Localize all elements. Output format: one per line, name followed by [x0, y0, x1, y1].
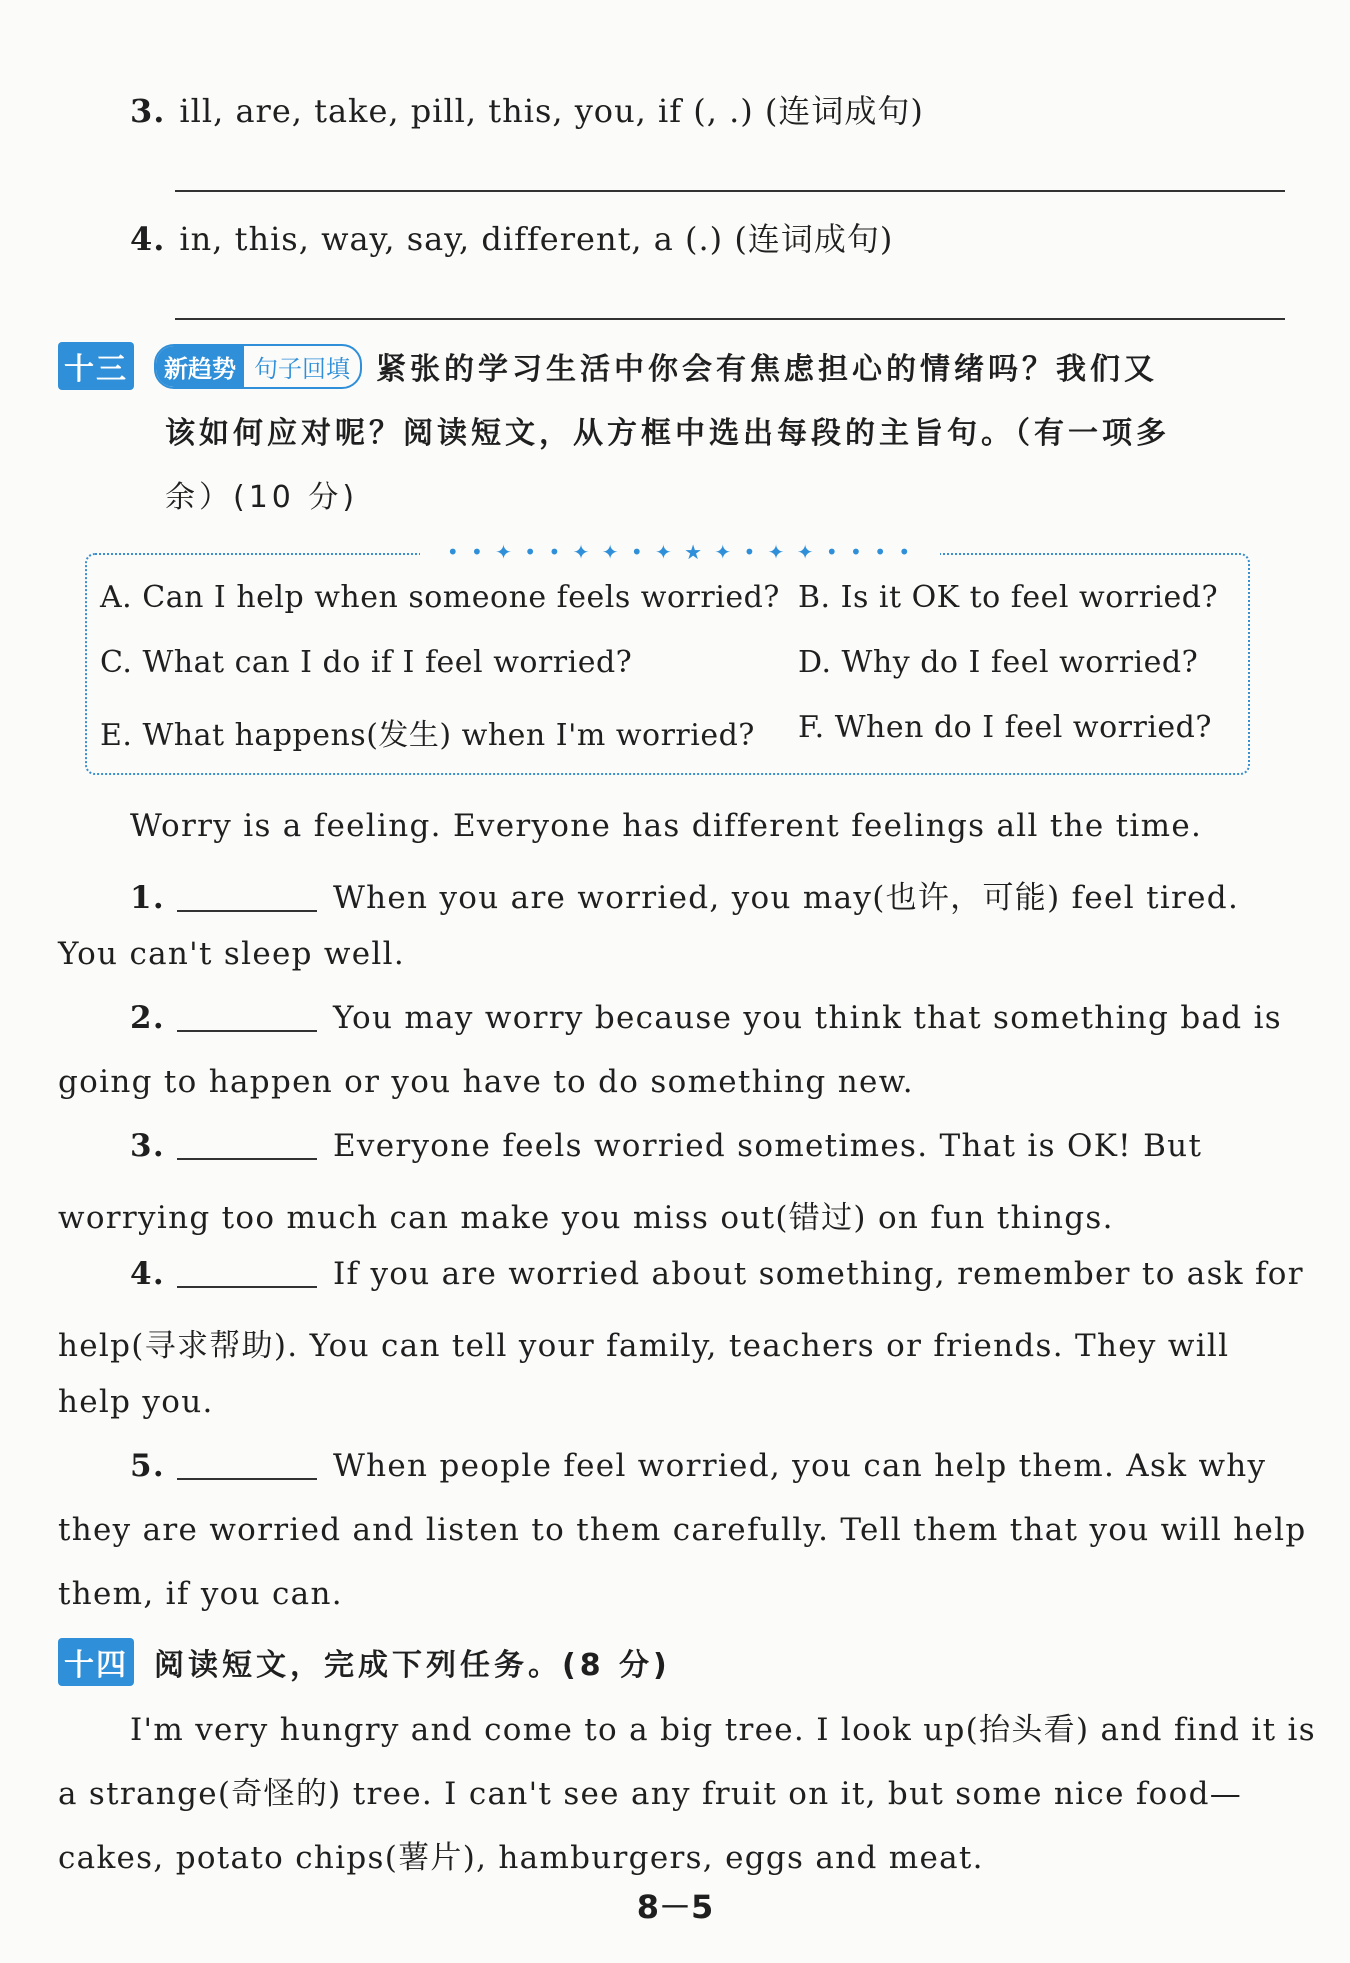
question-text: in, this, way, say, different, a (.) (连词成句): [179, 220, 894, 258]
paragraph-4-cont: help(寻求帮助). You can tell your family, teachers or friends. They will: [58, 1328, 1230, 1364]
paragraph-5-cont2: them, if you can.: [58, 1576, 343, 1612]
passage-intro: Worry is a feeling. Everyone has different feelings all the time.: [130, 808, 1203, 844]
answer-blank[interactable]: [177, 1000, 317, 1032]
paragraph-number: 4.: [130, 1256, 165, 1292]
paragraph-number: 1.: [130, 880, 165, 916]
paragraph-number: 3.: [130, 1128, 165, 1164]
section-badge: 十四: [58, 1638, 134, 1686]
option-b: B. Is it OK to feel worried?: [798, 580, 1219, 615]
paragraph-number: 2.: [130, 1000, 165, 1036]
answer-blank[interactable]: [177, 880, 317, 912]
story-line-2: a strange(奇怪的) tree. I can't see any fruit on it, but some nice food—: [58, 1776, 1243, 1812]
paragraph-5: [130, 1448, 1266, 1484]
trend-badge: [154, 344, 362, 389]
paragraph-3-cont: worrying too much can make you miss out(错过) on fun things.: [58, 1200, 1114, 1236]
paragraph-5-cont: they are worried and listen to them carefully. Tell them that you will help: [58, 1512, 1307, 1548]
option-a: A. Can I help when someone feels worried?: [100, 580, 780, 615]
section-instruction: 阅读短文，完成下列任务。(8 分): [154, 1648, 671, 1683]
paragraph-1: [130, 872, 1239, 917]
decorative-stars: • • ✦ • • ✦ ✦ • ✦ ★ ✦ • ✦ ✦ • • • •: [420, 540, 940, 566]
section-13-header: [58, 342, 1158, 390]
paragraph-text: If you are worried about something, remember to ask for: [332, 1256, 1304, 1292]
question-number: 4.: [130, 220, 166, 258]
trend-label: 新趋势: [156, 346, 244, 387]
answer-line[interactable]: [175, 190, 1285, 192]
option-f: F. When do I feel worried?: [798, 710, 1212, 745]
answer-blank[interactable]: [177, 1256, 317, 1288]
section-14-header: [58, 1638, 671, 1686]
section-instruction-line-3: 余）(10 分): [165, 480, 359, 515]
paragraph-4-cont2: help you.: [58, 1384, 214, 1420]
story-line-1: I'm very hungry and come to a big tree. I look up(抬头看) and find it is: [130, 1712, 1316, 1748]
paragraph-number: 5.: [130, 1448, 165, 1484]
section-instruction-line-2: 该如何应对呢？阅读短文，从方框中选出每段的主旨句。（有一项多: [165, 416, 1170, 451]
option-c: C. What can I do if I feel worried?: [100, 645, 633, 680]
trend-sublabel: 句子回填: [254, 354, 350, 383]
section-badge: 十三: [58, 342, 134, 390]
answer-line[interactable]: [175, 318, 1285, 320]
paragraph-text: When people feel worried, you can help them. Ask why: [332, 1448, 1267, 1484]
section-instruction: 紧张的学习生活中你会有焦虑担心的情绪吗？我们又: [376, 352, 1158, 387]
paragraph-2: [130, 1000, 1282, 1036]
paragraph-text: When you are worried, you may(也许，可能) feel tired.: [332, 880, 1240, 916]
question-number: 3.: [130, 92, 166, 130]
page-number: 8－5: [636, 1888, 714, 1926]
paragraph-4: [130, 1256, 1304, 1292]
story-line-3: cakes, potato chips(薯片), hamburgers, eggs and meat.: [58, 1840, 984, 1876]
paragraph-3: [130, 1128, 1202, 1164]
paragraph-text: You may worry because you think that something bad is: [332, 1000, 1282, 1036]
question-text: ill, are, take, pill, this, you, if (, .) (连词成句): [179, 92, 924, 130]
answer-blank[interactable]: [177, 1448, 317, 1480]
paragraph-1-cont: You can't sleep well.: [58, 936, 405, 972]
question-3: [130, 86, 924, 132]
question-4: [130, 214, 893, 260]
paragraph-text: Everyone feels worried sometimes. That is OK! But: [332, 1128, 1203, 1164]
option-d: D. Why do I feel worried?: [798, 645, 1199, 680]
answer-blank[interactable]: [177, 1128, 317, 1160]
option-e: E. What happens(发生) when I'm worried?: [100, 718, 755, 753]
paragraph-2-cont: going to happen or you have to do something new.: [58, 1064, 914, 1100]
